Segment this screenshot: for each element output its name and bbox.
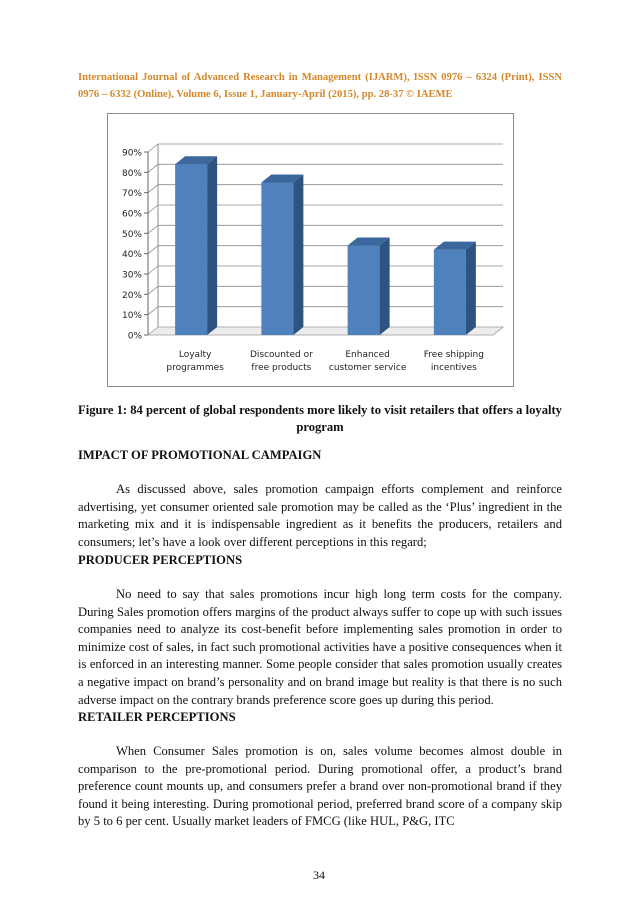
paragraph-producer: [78, 586, 562, 709]
paragraph-retailer: [78, 743, 562, 831]
paragraph-producer-text: No need to say that sales promotions incur high long term costs for the company. During Sales promotion offers margins of the product always suffer to cope up with such issues companies need to analyze its cost-benefit before implementing sales promotion in order to minimize cost of sales, in fact such promotional activities have a positive consequences when it is enforced in an interesting manner. Some people consider that sales promotion usually creates a negative impact on brand’s personality and on brand image but reality is that there is no such adverse impact on the contrary brands preference score goes up during this period.: [78, 587, 562, 707]
gridline: [148, 144, 503, 152]
x-tick-label: programmes: [166, 363, 224, 373]
section-heading-retailer: RETAILER PERCEPTIONS: [78, 710, 236, 724]
paragraph-impact-text: As discussed above, sales promotion campaign efforts complement and reinforce advertising, yet consumer oriented sale promotion may be called as the ‘Plus’ ingredient in the marketing mix and it is indispensable ingredient as it benefits the producers, retailers and consumers; let’s have a look over different perceptions in this regard;: [78, 482, 562, 549]
bar: [434, 250, 466, 335]
section-heading-producer: PRODUCER PERCEPTIONS: [78, 553, 243, 567]
x-tick-label: Free shipping: [423, 350, 484, 360]
y-tick-label: 0%: [127, 331, 142, 342]
y-tick-label: 30%: [121, 270, 142, 281]
bar: [261, 183, 293, 336]
bar: [175, 164, 207, 335]
paragraph-retailer-text: When Consumer Sales promotion is on, sales volume becomes almost double in comparison to the pre-promotional period. During promotional offer, a product’s brand preference count mounts up, and consumers prefer a brand over non-promotional brand if they found it being interesting. During promotional period, preferred brand score of a company skip by 5 to 6 per cent. Usually market leaders of FMCG (like HUL, P&G, ITC: [78, 744, 562, 829]
bar-side: [466, 242, 476, 335]
y-tick-label: 10%: [121, 311, 142, 322]
x-tick-label: Loyalty: [178, 350, 212, 360]
y-tick-label: 70%: [121, 189, 142, 200]
x-tick-label: Enhanced: [345, 350, 390, 360]
y-tick-label: 60%: [121, 209, 142, 220]
bar-chart-svg: [108, 114, 513, 386]
x-tick-label: customer service: [328, 363, 407, 373]
x-tick-label: free products: [251, 363, 312, 373]
y-tick-label: 80%: [121, 168, 142, 179]
bar-chart: [107, 113, 514, 387]
paragraph-impact: [78, 481, 562, 551]
y-tick-label: 90%: [121, 148, 142, 159]
x-tick-label: Discounted or: [249, 350, 313, 360]
bar-side: [293, 175, 303, 336]
y-tick-label: 50%: [121, 229, 142, 240]
page-number: 34: [313, 868, 325, 882]
figure-caption: Figure 1: 84 percent of global respondents more likely to visit retailers that offers a loyalty program: [78, 403, 562, 434]
y-tick-label: 40%: [121, 250, 142, 261]
bar: [348, 246, 380, 335]
bar-side: [380, 238, 390, 335]
journal-header: International Journal of Advanced Research in Management (IJARM), ISSN 0976 – 6324 (Print), ISSN 0976 – 6332 (Online), Volume 6, Issue 1, January-April (2015), pp. 28-37 © IAEME: [78, 72, 562, 100]
y-tick-label: 20%: [121, 290, 142, 301]
bar-side: [207, 156, 217, 335]
section-heading-impact: IMPACT OF PROMOTIONAL CAMPAIGN: [78, 448, 322, 462]
x-tick-label: incentives: [430, 363, 477, 373]
